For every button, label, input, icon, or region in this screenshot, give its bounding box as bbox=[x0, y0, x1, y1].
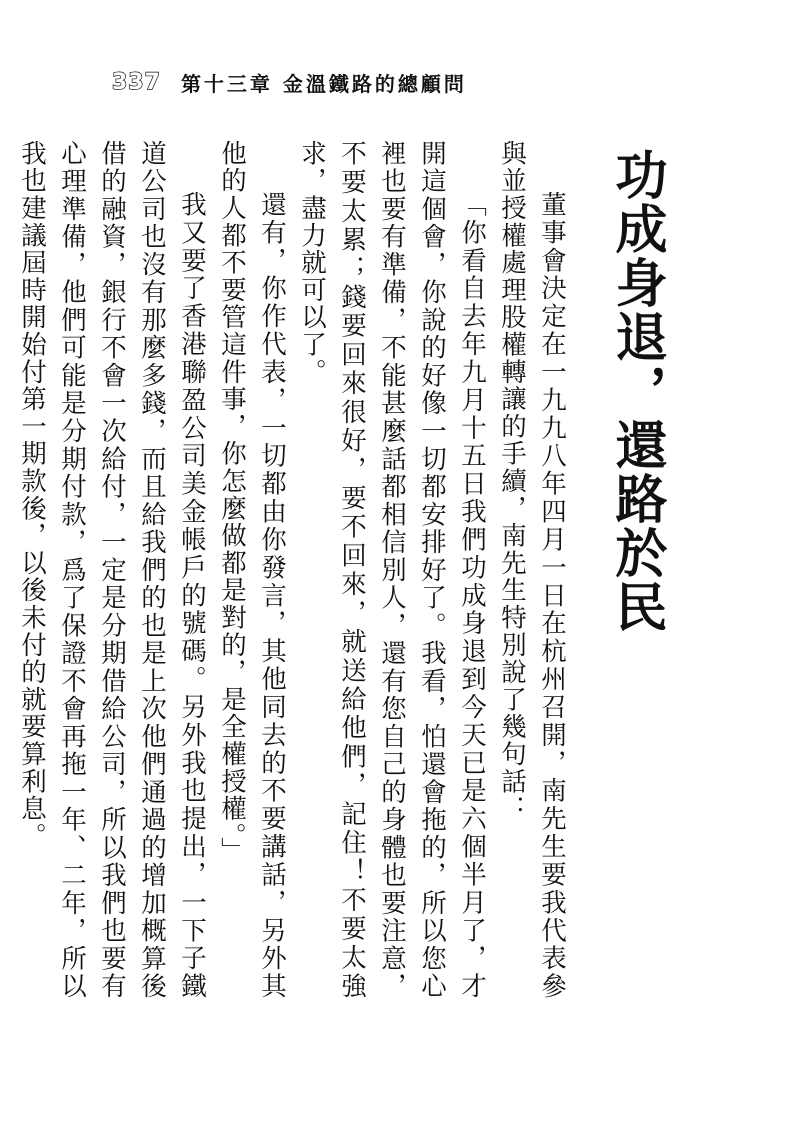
article-body bbox=[17, 140, 572, 1000]
paragraph: 還有，你作代表，一切都由你發言，其他同去的不要講話，另外其他的人都不要管這件事，你怎麼做都是對的，是全權授權。」 bbox=[217, 140, 287, 1000]
page-number: 337 bbox=[100, 70, 171, 95]
paragraph: 我又要了香港聯盈公司美金帳戶的號碼。另外我也提出，一下子鐵道公司也沒有那麼多錢，而且給我們的也是上次他們通過的增加概算後借的融資，銀行不會一次給付，一定是分期借給公司，所以我們也要有心理準備，他們可能是分期付款，爲了保證不會再拖一年、二年，所以我也建議屆時開始付第一期款後，以後未付的就要算利息。 bbox=[17, 140, 207, 1000]
paragraph: 「你看自去年九月十五日我們功成身退到今天已是六個半月了，才開這個會，你說的好像一切都安排好了。我看，怕還會拖的，所以您心裡也要有準備，不能甚麼話都相信別人，還有您自己的身體也要注意，不要太累；錢要回來很好，要不回來，就送給他們，記住！不要太強求，盡力就可以了。 bbox=[297, 140, 487, 1000]
paragraph: 董事會決定在一九九八年四月一日在杭州召開，南先生要我代表參與並授權處理股權轉讓的手續，南先生特別說了幾句話： bbox=[497, 140, 567, 1000]
article-title: 功成身退，還路於民 bbox=[606, 148, 667, 634]
chapter-title: 第十三章 金溫鐵路的總顧問 bbox=[180, 71, 467, 96]
running-header bbox=[100, 62, 467, 102]
